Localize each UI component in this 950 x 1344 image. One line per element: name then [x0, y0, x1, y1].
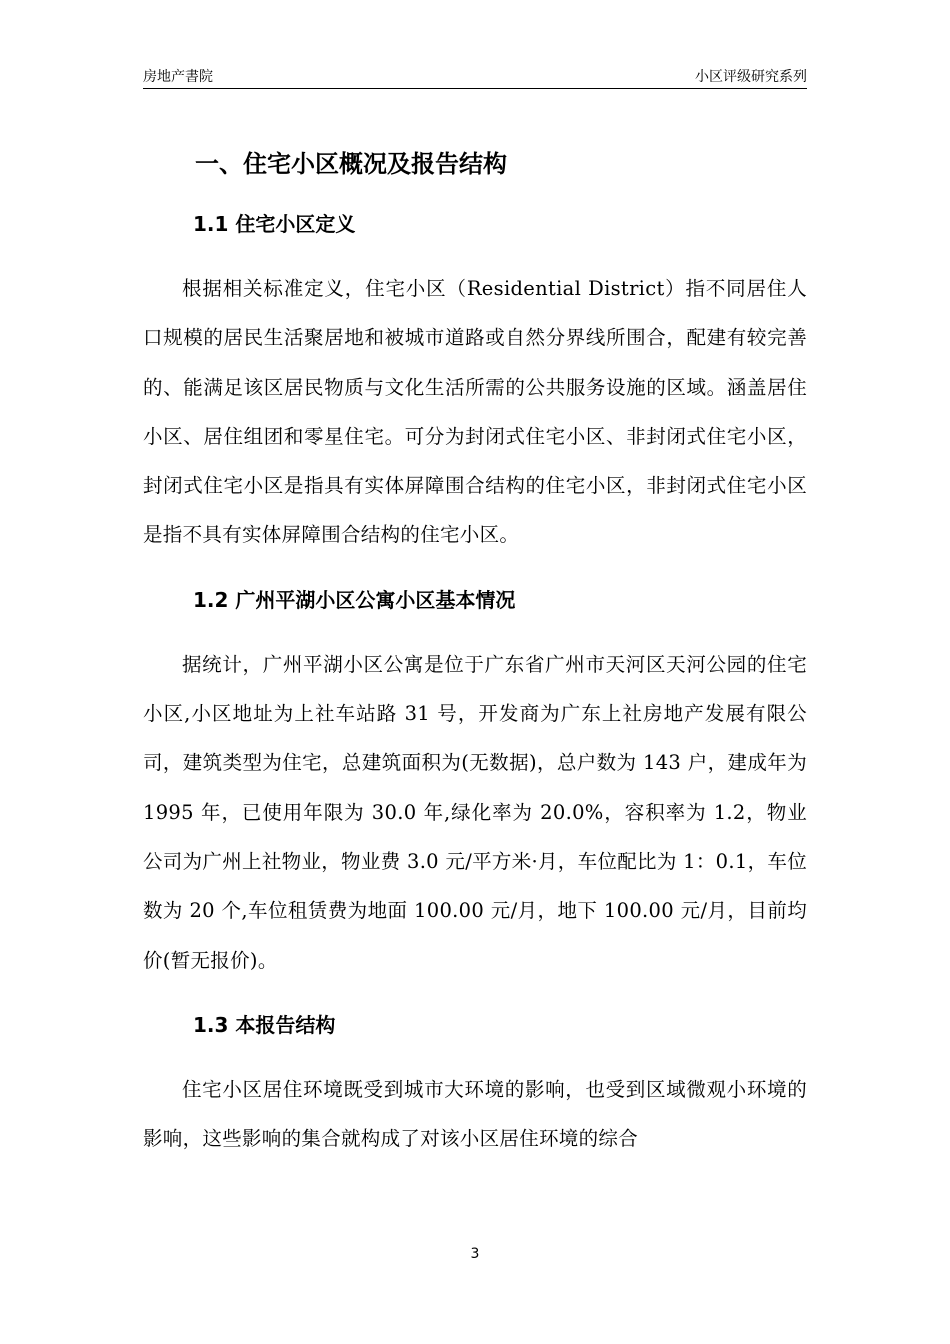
section-heading-1-1: 1.1 住宅小区定义: [193, 212, 356, 236]
header-publisher: 房地产書院: [143, 69, 213, 85]
page-number: 3: [470, 1246, 480, 1262]
section-paragraph-1-2: 据统计，广州平湖小区公寓是位于广东省广州市天河区天河公园的住宅小区,小区地址为上社车站路 31 号，开发商为广东上社房地产发展有限公司，建筑类型为住宅，总建筑面积为(无数据)，总户数为 143 户，建成年为 1995 年，已使用年限为 30.0 年,绿化率为 20.0%，容积率为 1.2，物业公司为广州上社物业，物业费 3.0 元/平方米·月，车位配比为 1：0.1，车位数为 20 个,车位租赁费为地面 100.00 元/月，地下 100.00 元/月，目前均价(暂无报价)。: [143, 652, 807, 972]
section-heading-1-3: 1.3 本报告结构: [193, 1012, 336, 1037]
page-header: [143, 66, 807, 88]
section-paragraph-1-3: 住宅小区居住环境既受到城市大环境的影响，也受到区域微观小环境的影响，这些影响的集合就构成了对该小区居住环境的综合: [143, 1077, 807, 1151]
section-heading-1-2: 1.2 广州平湖小区公寓小区基本情况: [193, 587, 516, 612]
header-series-title: 小区评级研究系列: [695, 69, 807, 85]
section-paragraph-1-1: 根据相关标准定义，住宅小区（Residential District）指不同居住人口规模的居民生活聚居地和被城市道路或自然分界线所围合，配建有较完善的、能满足该区居民物质与文化生活所需的公共服务设施的区域。涵盖居住小区、居住组团和零星住宅。可分为封闭式住宅小区、非封闭式住宅小区，封闭式住宅小区是指具有实体屏障围合结构的住宅小区，非封闭式住宅小区是指不具有实体屏障围合结构的住宅小区。: [143, 277, 807, 547]
header-divider: [143, 88, 807, 89]
page-body: [143, 140, 807, 1163]
chapter-title: 一、住宅小区概况及报告结构: [195, 150, 507, 178]
